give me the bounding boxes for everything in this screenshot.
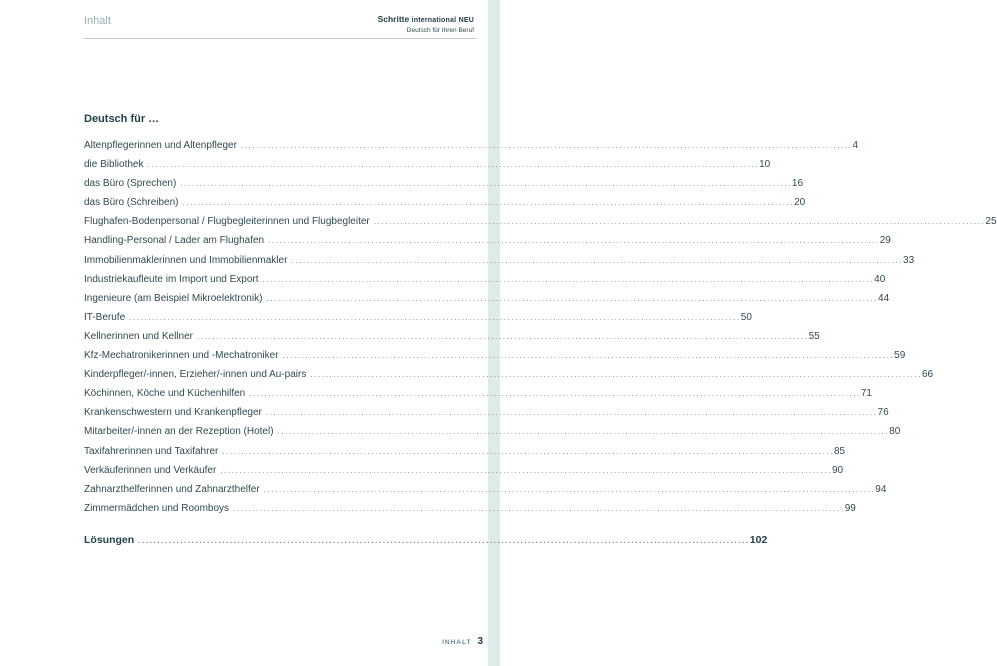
toc-leader-dots: ................................................................................................................................................................ xyxy=(291,255,904,265)
toc-entry-title: IT-Berufe xyxy=(84,311,126,323)
toc-leader-dots: ................................................................................................................................................................ xyxy=(268,236,880,246)
toc-entry-title: Altenpflegerinnen und Altenpfleger xyxy=(84,140,237,151)
toc-list xyxy=(84,140,997,522)
toc-leader-dots: ................................................................................................................................................................ xyxy=(220,465,832,475)
toc-entry[interactable] xyxy=(84,464,844,484)
toc-entry-title: Flughafen-Bodenpersonal / Flugbegleiterinnen und Flugbegleiter xyxy=(84,216,370,228)
toc-entry-title: Handling-Personal / Lader am Flughafen xyxy=(84,235,265,247)
toc-leader-dots: ................................................................................................................................................................ xyxy=(277,427,890,437)
toc-entry-title: Kellnerinnen und Kellner xyxy=(84,330,193,342)
toc-leader-dots: ................................................................................................................................................................ xyxy=(263,484,876,494)
toc-entry-page: 50 xyxy=(740,311,752,323)
toc-entry[interactable] xyxy=(84,159,771,178)
toc-leader-dots: ................................................................................................................................................................ xyxy=(266,293,879,303)
toc-entry-page: 66 xyxy=(921,369,934,381)
toc-entry-page: 85 xyxy=(833,445,846,457)
toc-leader-dots: ................................................................................................................................................................ xyxy=(196,331,809,341)
toc-entry-title: die Bibliothek xyxy=(84,159,144,171)
toc-entry[interactable] xyxy=(84,292,890,312)
toc-leader-dots: ................................................................................................................................................................ xyxy=(182,198,795,208)
toc-entry[interactable] xyxy=(84,197,806,216)
toc-entry-page: 25 xyxy=(985,216,997,228)
toc-entry-title: Taxifahrerinnen und Taxifahrer xyxy=(84,445,219,457)
brand-title xyxy=(378,14,474,26)
brand-logo xyxy=(378,14,474,35)
toc-entry-title: Zimmermädchen und Roomboys xyxy=(84,502,230,514)
toc-entry-title: Krankenschwestern und Krankenpfleger xyxy=(84,407,262,419)
toc-entry-page: 16 xyxy=(791,178,804,190)
toc-leader-dots: ................................................................................................................................................................ xyxy=(249,389,861,399)
toc-entry[interactable] xyxy=(84,483,887,503)
brand-suffix: NEU xyxy=(458,17,474,24)
toc-leader-dots: ................................................................................................................................................................ xyxy=(147,160,760,170)
toc-entry-title: Industriekaufleute im Import und Export xyxy=(84,273,259,285)
toc-entry-page: 40 xyxy=(874,273,886,285)
toc-entry[interactable] xyxy=(84,311,752,331)
brand-subtitle: Deutsch für Ihren Beruf xyxy=(406,27,474,34)
toc-leader-dots: ................................................................................................................................................................ xyxy=(265,408,878,418)
toc-entry[interactable] xyxy=(84,369,934,388)
toc-entry-page: 80 xyxy=(889,426,901,438)
toc-leader-dots: ................................................................................................................................................................ xyxy=(138,536,750,545)
toc-entry[interactable] xyxy=(84,178,804,197)
toc-leader-dots: ................................................................................................................................................................ xyxy=(310,370,922,380)
brand-prefix: Schritte xyxy=(377,14,410,24)
toc-entry[interactable] xyxy=(84,330,820,350)
toc-entry[interactable] xyxy=(84,426,901,445)
toc-leader-dots: ................................................................................................................................................................ xyxy=(240,141,853,150)
toc-leader-dots: ................................................................................................................................................................ xyxy=(222,446,834,456)
toc-solutions-row[interactable] xyxy=(84,534,768,553)
toc-entry-title: Ingenieure (am Beispiel Mikroelektronik) xyxy=(84,292,263,304)
toc-entry-title: das Büro (Schreiben) xyxy=(84,197,179,209)
toc-entry-title: Kinderpfleger/-innen, Erzieher/-innen und Au-pairs xyxy=(84,369,307,381)
toc-solutions-page: 102 xyxy=(749,534,768,546)
toc-entry-title: Mitarbeiter/-innen an der Rezeption (Hotel) xyxy=(84,426,274,438)
toc-entry[interactable] xyxy=(84,235,891,254)
toc-entry-page: 99 xyxy=(844,502,856,514)
toc-entry-page: 76 xyxy=(877,407,889,419)
toc-leader-dots: ................................................................................................................................................................ xyxy=(233,503,845,513)
toc-entry[interactable] xyxy=(84,502,856,522)
toc-entry[interactable] xyxy=(84,407,889,426)
toc-heading: Deutsch für … xyxy=(84,113,160,125)
toc-entry[interactable] xyxy=(84,140,859,159)
toc-entry-title: Immobilienmaklerinnen und Immobilienmakler xyxy=(84,254,288,266)
toc-solutions-title: Lösungen xyxy=(84,534,135,546)
toc-entry-page: 20 xyxy=(794,197,806,209)
page-footer xyxy=(442,636,483,647)
toc-entry-page: 33 xyxy=(903,254,915,266)
footer-page-number: 3 xyxy=(477,636,483,647)
toc-entry-page: 44 xyxy=(878,292,890,304)
toc-leader-dots: ................................................................................................................................................................ xyxy=(282,351,895,361)
toc-entry-title: Zahnarzthelferinnen und Zahnarzthelfer xyxy=(84,483,260,495)
toc-entry-title: Kfz-Mechatronikerinnen und -Mechatroniker xyxy=(84,350,279,362)
toc-entry-page: 90 xyxy=(831,464,844,476)
toc-entry[interactable] xyxy=(84,273,886,293)
toc-entry-page: 29 xyxy=(879,235,891,247)
toc-entry-title: Köchinnen, Köche und Küchenhilfen xyxy=(84,388,246,400)
brand-mid: international xyxy=(411,17,457,24)
footer-label: INHALT xyxy=(442,639,472,646)
toc-leader-dots: ................................................................................................................................................................ xyxy=(373,217,986,227)
toc-entry[interactable] xyxy=(84,350,906,369)
toc-entry[interactable] xyxy=(84,388,872,407)
toc-entry-title: das Büro (Sprechen) xyxy=(84,178,177,190)
toc-entry-page: 94 xyxy=(875,483,887,495)
toc-entry-page: 71 xyxy=(860,388,872,400)
toc-entry-page: 59 xyxy=(894,350,906,362)
toc-entry-page: 4 xyxy=(852,140,859,151)
header-divider xyxy=(84,38,476,39)
toc-entry[interactable] xyxy=(84,445,846,465)
toc-entry-page: 10 xyxy=(759,159,771,171)
toc-leader-dots: ................................................................................................................................................................ xyxy=(180,179,792,189)
toc-entry[interactable] xyxy=(84,254,915,274)
toc-leader-dots: ................................................................................................................................................................ xyxy=(262,274,875,284)
toc-entry-title: Verkäuferinnen und Verkäufer xyxy=(84,464,217,476)
toc-leader-dots: ................................................................................................................................................................ xyxy=(129,312,741,322)
toc-entry-page: 55 xyxy=(808,330,820,342)
toc-entry[interactable] xyxy=(84,216,997,235)
header-section-label: Inhalt xyxy=(84,15,111,27)
